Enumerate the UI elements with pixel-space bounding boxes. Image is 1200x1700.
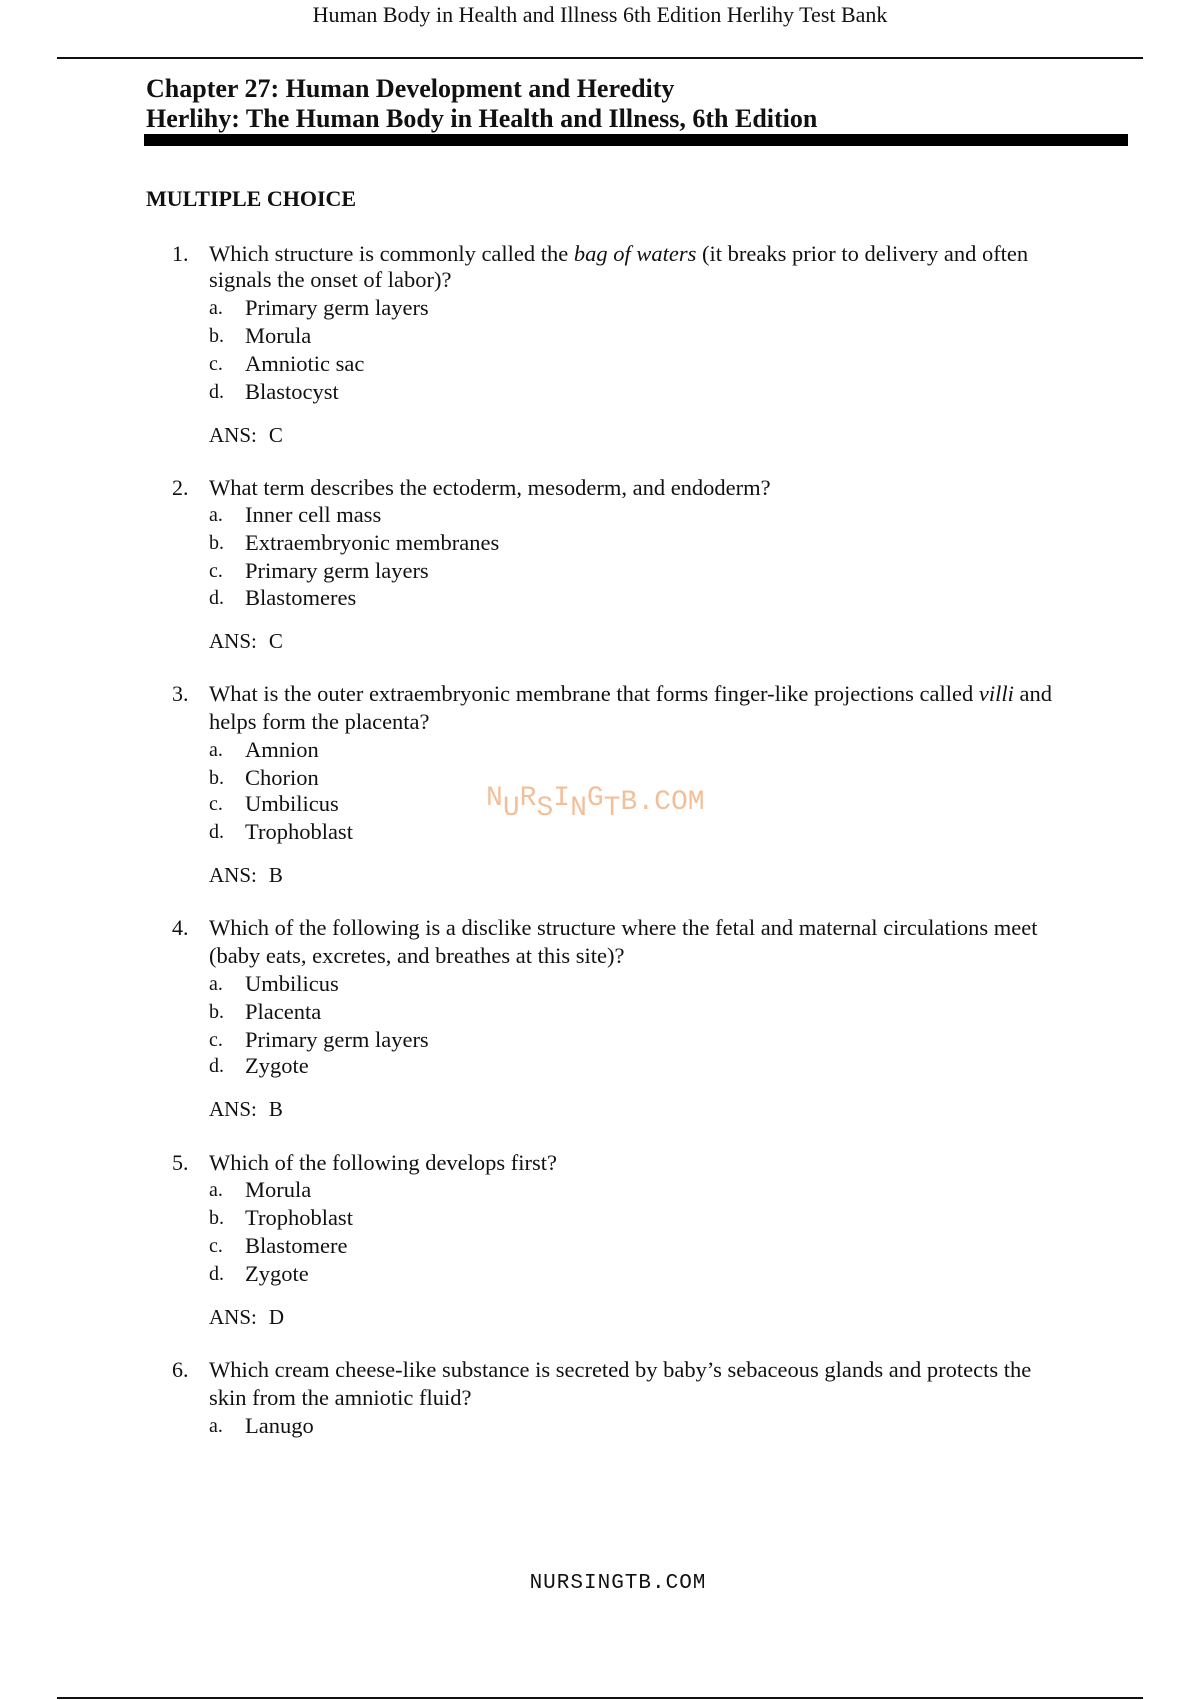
answer-value: B [268, 863, 283, 887]
answer-line [209, 1095, 283, 1123]
stem-italic-term: villi [978, 681, 1014, 706]
option-letter: a. [209, 297, 223, 319]
running-header: Human Body in Health and Illness 6th Edition Herlihy Test Bank [312, 2, 888, 27]
answer-line [209, 861, 283, 889]
option-letter: c. [209, 1235, 223, 1257]
answer-label: ANS: [209, 629, 257, 653]
option-letter: b. [209, 325, 224, 347]
question-stem: What term describes the ectoderm, mesoderm, and endoderm? [209, 475, 771, 500]
question-number: 4. [172, 915, 189, 940]
question-stem-line2: signals the onset of labor)? [209, 267, 452, 292]
watermark-glyph: U [502, 793, 520, 824]
stem-text: What is the outer extraembryonic membrane that forms finger-like projections called [209, 681, 979, 706]
watermark-glyph: C [654, 787, 671, 818]
chapter-title: Chapter 27: Human Development and Heredity [146, 74, 675, 103]
option-text: Zygote [245, 1053, 309, 1078]
answer-label: ANS: [209, 423, 257, 447]
option-letter: d. [209, 821, 224, 843]
option-text: Amnion [245, 737, 319, 762]
question-stem-line2: helps form the placenta? [209, 709, 430, 734]
option-text: Primary germ layers [245, 1027, 429, 1052]
option-letter: d. [209, 1263, 224, 1285]
option-letter: c. [209, 560, 223, 582]
stem-text: (it breaks prior to delivery and often [696, 241, 1029, 266]
option-text: Placenta [245, 999, 322, 1024]
watermark-glyph: N [486, 783, 503, 814]
option-text: Chorion [245, 765, 319, 790]
watermark-glyph: G [586, 783, 604, 814]
book-title: Herlihy: The Human Body in Health and Illness, 6th Edition [146, 104, 818, 133]
question-number: 1. [172, 241, 189, 266]
option-text: Amniotic sac [245, 351, 365, 376]
watermark-glyph: B [620, 787, 638, 818]
answer-value: D [268, 1305, 285, 1329]
watermark-glyph: I [553, 783, 571, 814]
option-text: Blastomeres [245, 585, 357, 610]
question-stem-line2: (baby eats, excretes, and breathes at this site)? [209, 943, 625, 968]
stem-italic-term: bag of waters [573, 241, 697, 266]
option-text: Morula [245, 323, 312, 348]
watermark-text [486, 783, 705, 824]
answer-value: C [268, 423, 283, 447]
option-letter: d. [209, 587, 224, 609]
option-text: Inner cell mass [245, 502, 382, 527]
watermark-glyph: T [603, 793, 621, 824]
answer-value: C [268, 629, 283, 653]
option-text: Blastomere [245, 1233, 348, 1258]
answer-line [209, 1303, 284, 1331]
question-number: 2. [172, 475, 189, 500]
option-text: Blastocyst [245, 379, 339, 404]
watermark-glyph: N [570, 793, 587, 824]
answer-label: ANS: [209, 1305, 257, 1329]
option-letter: c. [209, 353, 223, 375]
section-heading: MULTIPLE CHOICE [146, 186, 357, 211]
answer-value: B [268, 1097, 283, 1121]
option-text: Lanugo [245, 1413, 314, 1438]
option-letter: a. [209, 739, 223, 761]
option-text: Zygote [245, 1261, 309, 1286]
option-text: Extraembryonic membranes [245, 530, 500, 555]
option-text: Primary germ layers [245, 295, 429, 320]
footer-divider [57, 1697, 1143, 1699]
option-letter: a. [209, 973, 223, 995]
option-text: Trophoblast [245, 819, 353, 844]
question-stem: Which of the following is a disclike structure where the fetal and maternal circulations meet [209, 915, 1038, 940]
option-letter: a. [209, 504, 223, 526]
option-text: Morula [245, 1177, 312, 1202]
option-letter: a. [209, 1179, 223, 1201]
option-letter: d. [209, 381, 224, 403]
question-number: 6. [172, 1357, 189, 1382]
option-letter: b. [209, 532, 224, 554]
question-stem-line2: skin from the amniotic fluid? [209, 1385, 472, 1410]
question-number: 3. [172, 681, 189, 706]
question-stem [209, 680, 1129, 708]
watermark-glyph: R [519, 783, 537, 814]
question-number: 5. [172, 1150, 189, 1175]
question-stem [209, 240, 1129, 268]
watermark-glyph: M [687, 787, 705, 818]
answer-line [209, 627, 283, 655]
option-letter: b. [209, 767, 224, 789]
option-letter: c. [209, 793, 223, 815]
option-text: Umbilicus [245, 971, 339, 996]
option-text: Umbilicus [245, 791, 339, 816]
footer-site-text: NURSINGTB.COM [529, 1572, 707, 1595]
option-letter: b. [209, 1207, 224, 1229]
option-letter: a. [209, 1415, 223, 1437]
question-stem: Which cream cheese-like substance is secreted by baby’s sebaceous glands and protects the [209, 1357, 1032, 1382]
watermark-glyph: . [637, 787, 655, 818]
watermark-glyph: O [670, 787, 688, 818]
answer-label: ANS: [209, 1097, 257, 1121]
option-letter: b. [209, 1001, 224, 1023]
answer-line [209, 421, 283, 449]
stem-text: Which structure is commonly called the [209, 241, 574, 266]
watermark [486, 783, 705, 824]
watermark-glyph: S [536, 793, 554, 824]
option-text: Trophoblast [245, 1205, 353, 1230]
option-text: Primary germ layers [245, 558, 429, 583]
question-stem: Which of the following develops first? [209, 1150, 558, 1175]
answer-label: ANS: [209, 863, 257, 887]
stem-text: and [1013, 681, 1053, 706]
option-letter: d. [209, 1055, 224, 1077]
option-letter: c. [209, 1029, 223, 1051]
